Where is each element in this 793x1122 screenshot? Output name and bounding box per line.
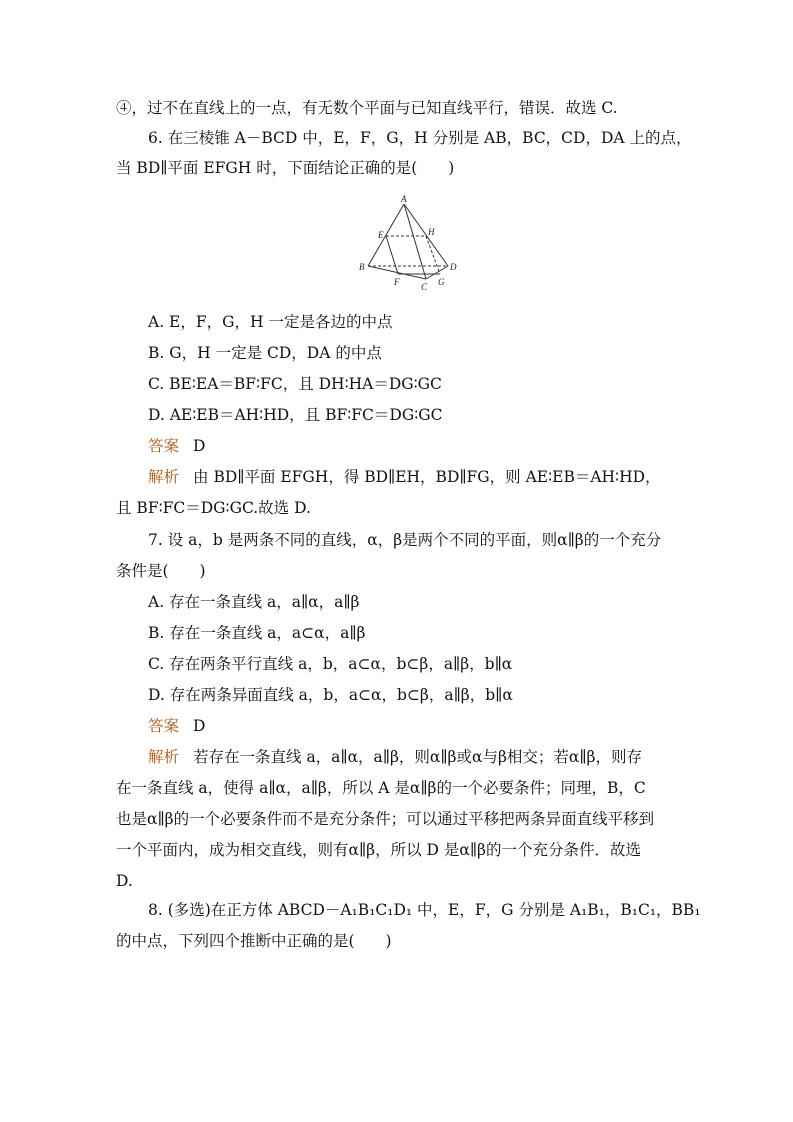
q7-option-a: A. 存在一条直线 a，a∥α，a∥β <box>148 593 360 611</box>
answer-label: 答案 <box>148 717 180 735</box>
question-7-line-2: 条件是( ) <box>116 562 206 580</box>
q7-option-b: B. 存在一条直线 a，a⊂α，a∥β <box>148 624 366 642</box>
q6-option-a: A. E，F，G，H 一定是各边的中点 <box>148 313 393 331</box>
q7-analysis-line-5: D. <box>116 872 133 890</box>
q6-answer-value: D <box>193 437 206 455</box>
q6-analysis-line-2: 且 BF∶FC＝DG∶GC.故选 D. <box>116 499 311 517</box>
analysis-label: 解析 <box>148 468 180 486</box>
point-label-c: C <box>421 282 428 292</box>
question-7-line-1: 7. 设 a，b 是两条不同的直线，α，β是两个不同的平面，则α∥β的一个充分 <box>148 531 662 549</box>
text-line-1: ④，过不在直线上的一点，有无数个平面与已知直线平行，错误．故选 C. <box>116 99 618 117</box>
q6-analysis-text: 由 BD∥平面 EFGH，得 BD∥EH，BD∥FG，则 AE∶EB＝AH∶HD， <box>193 468 661 486</box>
q7-analysis-line-2: 在一条直线 a，使得 a∥α，a∥β，所以 A 是α∥β的一个必要条件；同理，B，C <box>116 779 646 797</box>
question-8-line-2: 的中点，下列四个推断中正确的是( ) <box>116 932 392 950</box>
q7-option-c: C. 存在两条平行直线 a，b，a⊂α，b⊂β，a∥β，b∥α <box>148 655 513 673</box>
point-label-g: G <box>438 277 445 287</box>
q7-analysis-line-3: 也是α∥β的一个必要条件而不是充分条件；可以通过平移把两条异面直线平移到 <box>116 810 655 828</box>
point-label-f: F <box>394 277 400 287</box>
answer-label: 答案 <box>148 437 180 455</box>
q6-answer <box>148 436 205 456</box>
q6-option-b: B. G，H 一定是 CD，DA 的中点 <box>148 344 382 362</box>
tetrahedron-figure <box>358 194 468 294</box>
q6-option-d: D. AE∶EB＝AH∶HD，且 BF∶FC＝DG∶GC <box>148 406 443 424</box>
question-6-line-2: 当 BD∥平面 EFGH 时，下面结论正确的是( ) <box>116 159 455 177</box>
q7-analysis-line-1 <box>148 747 642 767</box>
q7-analysis-text: 若存在一条直线 a，a∥α，a∥β，则α∥β或α与β相交；若α∥β，则存 <box>193 748 643 766</box>
analysis-label: 解析 <box>148 748 180 766</box>
point-label-a: A <box>401 194 407 204</box>
question-8-line-1: 8. (多选)在正方体 ABCD－A₁B₁C₁D₁ 中，E，F，G 分别是 A₁B₁，B₁C₁，BB₁ <box>148 901 701 919</box>
q6-option-c: C. BE∶EA＝BF∶FC，且 DH∶HA＝DG∶GC <box>148 375 442 393</box>
point-label-b: B <box>359 262 365 272</box>
q7-answer <box>148 716 205 736</box>
q7-option-d: D. 存在两条异面直线 a，b，a⊂α，b⊂β，a∥β，b∥α <box>148 686 513 704</box>
point-label-h: H <box>428 227 435 237</box>
question-6-line-1: 6. 在三棱锥 A－BCD 中，E，F，G，H 分别是 AB，BC，CD，DA 上的点， <box>148 129 692 147</box>
point-label-d: D <box>450 262 457 272</box>
q6-analysis-line-1 <box>148 467 661 487</box>
q7-analysis-line-4: 一个平面内，成为相交直线，则有α∥β，所以 D 是α∥β的一个充分条件．故选 <box>116 841 641 859</box>
q7-answer-value: D <box>193 717 206 735</box>
point-label-e: E <box>378 230 384 240</box>
